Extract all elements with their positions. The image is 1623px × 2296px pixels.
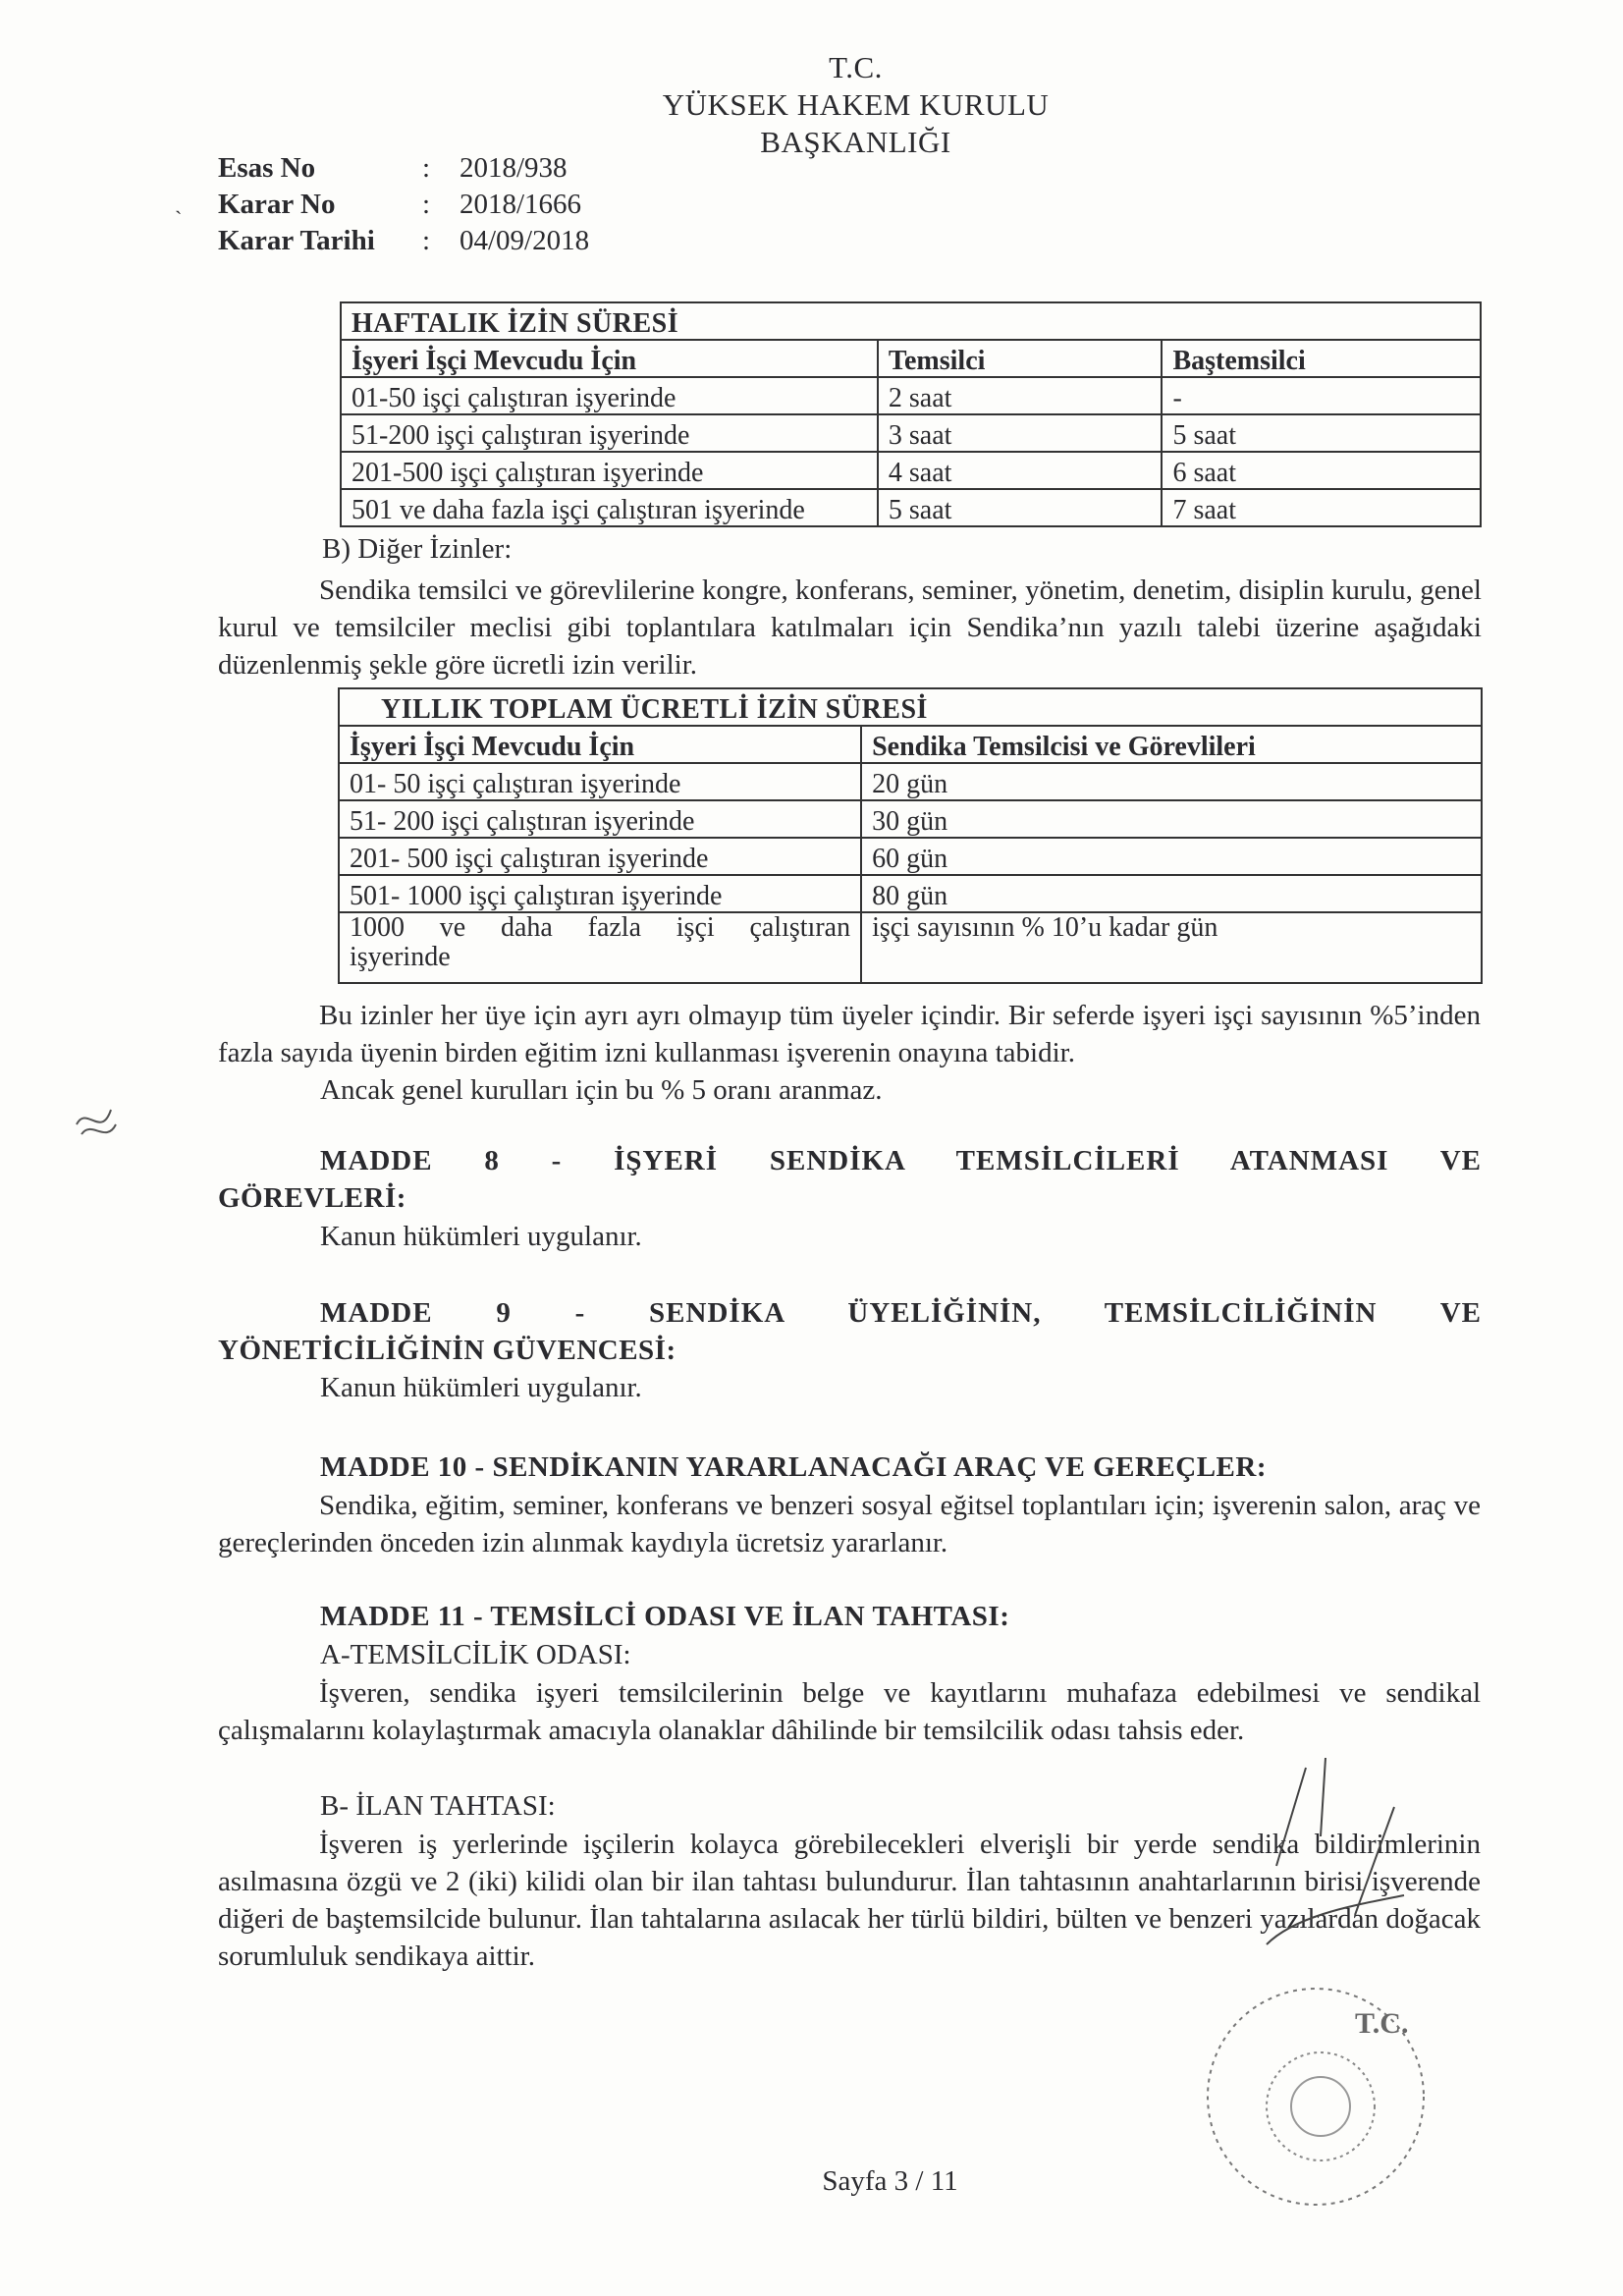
madde-9-title-cont: YÖNETİCİLİĞİNİN GÜVENCESİ: [218, 1335, 676, 1366]
margin-scribble [67, 1085, 126, 1154]
quota-paragraph: Bu izinler her üye için ayrı ayrı olmayıp tüm üyeler içindir. Bir seferde işyeri işçi sayısının %5’inden fazla sayıda üyenin birden eğitim izni kullanması işverenin onayına tabidir. [218, 1000, 1481, 1068]
table-row [339, 875, 1482, 912]
madde-11-subheading-b: B- İLAN TAHTASI: [320, 1790, 556, 1822]
table-cell: işçi sayısının % 10’u kadar gün [861, 912, 1482, 983]
table-cell [339, 912, 861, 983]
table-cell: 2 saat [878, 377, 1163, 414]
document-header [0, 49, 1623, 161]
case-metadata [218, 150, 589, 259]
table-cell: 20 gün [861, 763, 1482, 800]
signature [1208, 1748, 1434, 1984]
table-header-cell: İşyeri İşçi Mevcudu İçin [341, 340, 878, 377]
page-number: Sayfa 3 / 11 [822, 2165, 958, 2197]
madde-8-body: Kanun hükümleri uygulanır. [320, 1221, 642, 1252]
meta-value: 04/09/2018 [460, 225, 590, 256]
table-header-cell: Temsilci [878, 340, 1163, 377]
table-row [341, 489, 1481, 526]
header-institution: YÜKSEK HAKEM KURULU [662, 87, 1050, 122]
table-cell-line: işyerinde [350, 942, 451, 972]
table-row [339, 763, 1482, 800]
table-cell: 01-50 işçi çalıştıran işyerinde [341, 377, 878, 414]
table-cell: 60 gün [861, 838, 1482, 875]
quota-exception: Ancak genel kurulları için bu % 5 oranı aranmaz. [320, 1074, 883, 1106]
meta-colon: : [422, 152, 431, 184]
madde-10-title: MADDE 10 - SENDİKANIN YARARLANACAĞI ARAÇ VE GEREÇLER: [320, 1451, 1267, 1483]
meta-row-karar [218, 187, 589, 223]
margin-mark: ˴ [175, 196, 183, 221]
section-b-heading: B) Diğer İzinler: [322, 533, 513, 565]
header-department: BAŞKANLIĞI [760, 125, 951, 159]
table-header-cell: Baştemsilci [1162, 340, 1481, 377]
table-cell: 7 saat [1162, 489, 1481, 526]
madde-10-body: Sendika, eğitim, seminer, konferans ve benzeri sosyal eğitsel toplantıları için; işverenin salon, araç ve gereçlerinden önceden izin alınmak kaydıyla ücretsiz yararlanır. [218, 1490, 1481, 1558]
table-header-cell: İşyeri İşçi Mevcudu İçin [339, 726, 861, 763]
table-cell: 80 gün [861, 875, 1482, 912]
meta-value: 2018/1666 [460, 189, 582, 220]
madde-8-title: MADDE 8 - İŞYERİ SENDİKA TEMSİLCİLERİ ATANMASI VE [320, 1145, 1482, 1176]
table-row [339, 800, 1482, 838]
table-row [341, 414, 1481, 452]
stamp-text: T.C. [1355, 2007, 1409, 2040]
table-row [339, 838, 1482, 875]
madde-11-body-b: İşveren iş yerlerinde işçilerin kolayca görebilecekleri elverişli bir yerde sendika bildirimlerinin asılmasına özgü ve 2 (iki) kilidi olan bir ilan tahtası bulundurur. İlan tahtasının anahtarlarının birisi işverende diğeri de baştemsilcide bulunur. İlan tahtalarına asılacak her türlü bildiri, bülten ve benzeri yazılardan doğacak sorumluluk sendikaya aittir. [218, 1829, 1481, 1972]
table-cell: 5 saat [878, 489, 1163, 526]
meta-key: Karar Tarihi [218, 225, 375, 256]
table-cell: 3 saat [878, 414, 1163, 452]
madde-9-title: MADDE 9 - SENDİKA ÜYELİĞİNİN, TEMSİLCİLİĞİNİN VE [320, 1297, 1482, 1329]
meta-row-tarih [218, 223, 589, 259]
madde-9-body: Kanun hükümleri uygulanır. [320, 1372, 642, 1403]
table-cell: 30 gün [861, 800, 1482, 838]
table-cell: 51- 200 işçi çalıştıran işyerinde [339, 800, 861, 838]
table-cell: 4 saat [878, 452, 1163, 489]
meta-row-esas [218, 150, 589, 187]
table-row [341, 377, 1481, 414]
table-cell: 201- 500 işçi çalıştıran işyerinde [339, 838, 861, 875]
madde-8-title-cont: GÖREVLERİ: [218, 1182, 406, 1214]
table-row [339, 912, 1482, 983]
table-cell: 201-500 işçi çalıştıran işyerinde [341, 452, 878, 489]
madde-11-subheading-a: A-TEMSİLCİLİK ODASI: [320, 1639, 631, 1670]
meta-key: Karar No [218, 189, 336, 220]
section-b-paragraph: Sendika temsilci ve görevlilerine kongre, konferans, seminer, yönetim, denetim, disiplin kurulu, genel kurul ve temsilciler meclisi gibi toplantılara katılmaları için Sendika’nın yazılı talebi üzerine aşağıdaki düzenlenmiş şekle göre ücretli izin verilir. [218, 574, 1482, 681]
table-header-cell: Sendika Temsilcisi ve Görevlileri [861, 726, 1482, 763]
page-footer [0, 2165, 1623, 2198]
madde-11-body-a: İşveren, sendika işyeri temsilcilerinin belge ve kayıtlarını muhafaza edebilmesi ve sendikal çalışmalarını kolaylaştırmak amacıyla olanaklar dâhilinde bir temsilcilik odası tahsis eder. [218, 1677, 1481, 1746]
table-cell: 5 saat [1162, 414, 1481, 452]
weekly-leave-table [340, 301, 1482, 527]
table-cell: 01- 50 işçi çalıştıran işyerinde [339, 763, 861, 800]
table-cell: 501- 1000 işçi çalıştıran işyerinde [339, 875, 861, 912]
table-cell-line: 1000 ve daha fazla işçi çalıştıran [350, 912, 851, 943]
table-cell: 6 saat [1162, 452, 1481, 489]
table-row [341, 452, 1481, 489]
annual-leave-table [338, 687, 1483, 984]
table-title: HAFTALIK İZİN SÜRESİ [341, 302, 1481, 340]
table-cell: - [1162, 377, 1481, 414]
table-title: YILLIK TOPLAM ÜCRETLİ İZİN SÜRESİ [339, 688, 1482, 726]
table-cell: 51-200 işçi çalıştıran işyerinde [341, 414, 878, 452]
meta-key: Esas No [218, 152, 316, 184]
madde-11-title: MADDE 11 - TEMSİLCİ ODASI VE İLAN TAHTASI: [320, 1601, 1010, 1632]
header-tc: T.C. [829, 50, 883, 84]
meta-colon: : [422, 189, 431, 220]
table-cell: 501 ve daha fazla işçi çalıştıran işyerinde [341, 489, 878, 526]
meta-colon: : [422, 225, 431, 256]
meta-value: 2018/938 [460, 152, 568, 184]
